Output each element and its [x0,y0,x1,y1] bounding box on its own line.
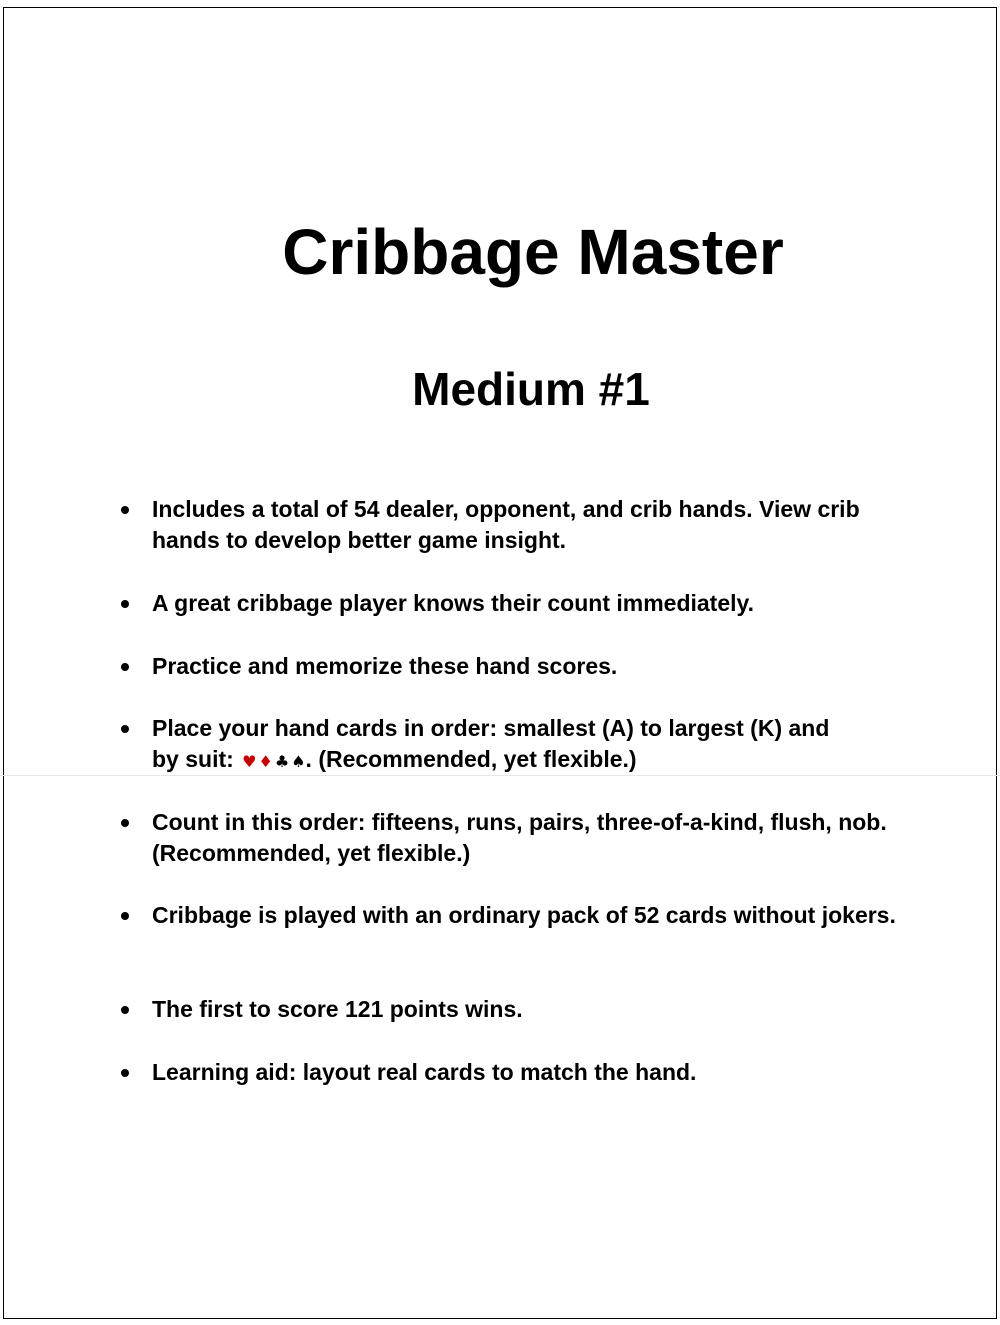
list-item-text: The first to score 121 points wins. [152,996,523,1022]
heart-icon: ♥ [242,752,257,771]
spade-icon: ♠ [291,752,306,771]
bullet-icon [121,1006,129,1014]
page-title: Cribbage Master [282,216,784,288]
list-item [152,588,902,619]
list-item [152,994,902,1025]
list-item-text: Place your hand cards in order: smallest (A) to largest (K) and [152,715,830,741]
bullet-icon [121,663,129,671]
list-item-text: Count in this order: fifteens, runs, pairs, three-of-a-kind, flush, nob. (Recommended, yet flexible.) [152,809,887,866]
bullet-icon [121,600,129,608]
bullet-icon [121,506,129,514]
bullet-icon [121,912,129,920]
diamond-icon: ♦ [258,752,273,771]
page-subtitle: Medium #1 [412,363,650,415]
list-item [152,1057,902,1088]
list-item [152,807,902,869]
list-item [152,494,902,556]
list-item [152,713,902,777]
list-item-text: by suit: [152,746,241,772]
list-item-text: Cribbage is played with an ordinary pack of 52 cards without jokers. [152,902,896,928]
list-item [152,651,902,682]
bullet-icon [121,1069,129,1077]
list-item-text: A great cribbage player knows their count immediately. [152,590,754,616]
bullet-icon [121,725,129,733]
list-item-text: Learning aid: layout real cards to match the hand. [152,1059,697,1085]
list-item-text: . (Recommended, yet flexible.) [305,746,637,772]
bullet-icon [121,819,129,827]
list-item-text: Practice and memorize these hand scores. [152,653,618,679]
club-icon: ♣ [274,752,290,771]
list-item-text: Includes a total of 54 dealer, opponent, and crib hands. View crib hands to develop better game insight. [152,496,860,553]
list-item [152,900,902,931]
